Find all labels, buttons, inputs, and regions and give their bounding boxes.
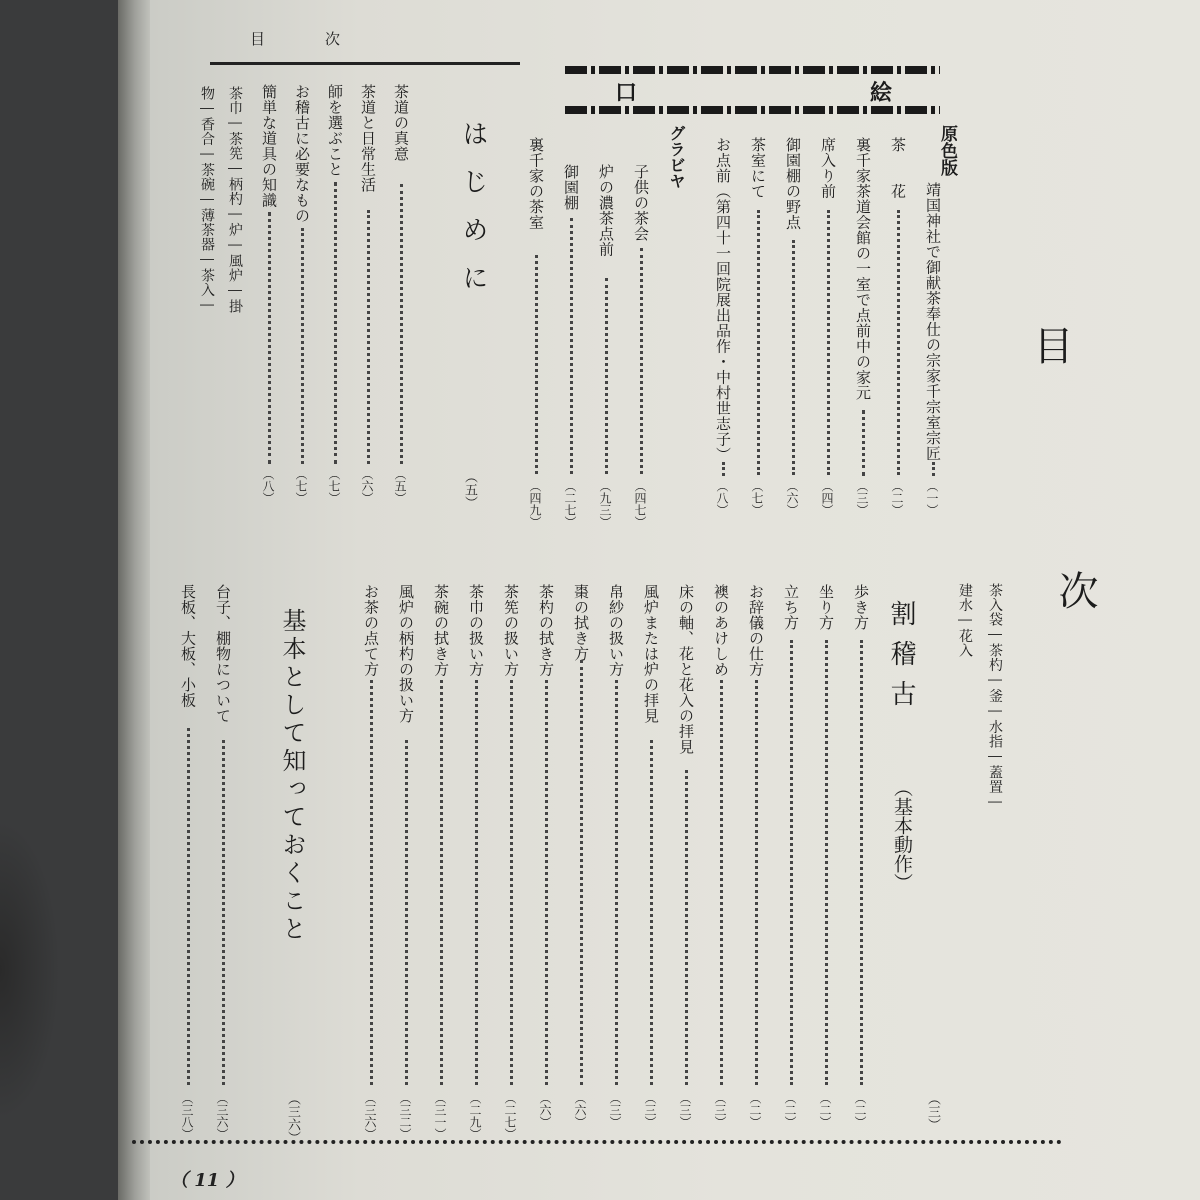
list-item[interactable]: お点前（第四十一回院展出品作・中村世志子）: [714, 137, 732, 463]
warigeiko-line-2: 建水―花入: [957, 583, 973, 658]
list-item[interactable]: 床の軸、花と花入の拝見: [677, 584, 695, 755]
page-ref: （六）: [573, 1092, 587, 1128]
list-item[interactable]: 茶道の真意: [392, 84, 410, 162]
page-ref: （三六）: [215, 1092, 229, 1140]
list-item[interactable]: 帛紗の扱い方: [607, 584, 625, 677]
list-item[interactable]: 簡単な道具の知識: [260, 84, 278, 208]
hajimeni-heading: はじめに: [458, 120, 488, 312]
kuchie-char-2: 絵: [870, 80, 893, 106]
page-ref: （三一）: [433, 1092, 447, 1140]
page-ref: （二）: [853, 1092, 867, 1128]
list-item[interactable]: 裏千家の茶室: [527, 137, 545, 230]
genshokuban-label: 原色版: [937, 125, 957, 176]
page-ref: （七）: [294, 468, 308, 504]
page-ref: （二）: [783, 1092, 797, 1128]
list-item[interactable]: 師を選ぶこと: [326, 84, 344, 177]
list-item[interactable]: 御園棚: [562, 164, 580, 211]
list-item[interactable]: 茶筅の扱い方: [502, 584, 520, 677]
warigeiko-line-1: 茶入袋―茶杓―釜―水指―蓋置―: [987, 583, 1003, 811]
kihon-heading: 基本として知っておくこと: [278, 608, 306, 944]
page-ref: （六）: [538, 1092, 552, 1128]
list-item[interactable]: 棗の拭き方: [572, 584, 590, 662]
list-item[interactable]: 茶道と日常生活: [359, 84, 377, 193]
warigeiko-subheading: （基本動作）: [891, 778, 913, 892]
list-item[interactable]: お稽古に必要なもの: [293, 84, 311, 224]
running-header-left: 目: [250, 30, 268, 48]
bottom-rule: [132, 1140, 1062, 1144]
page-ref: （三二）: [398, 1092, 412, 1140]
page-ref: （八）: [715, 480, 729, 516]
list-item[interactable]: お辞儀の仕方: [747, 584, 765, 677]
page-ref: （六）: [785, 480, 799, 516]
list-item[interactable]: 台子、棚物について: [214, 584, 232, 724]
page-ref: （七）: [750, 480, 764, 516]
page-ref: （二九）: [468, 1092, 482, 1140]
gravure-label: グラビヤ: [667, 125, 686, 189]
list-item[interactable]: 茶室にて: [749, 137, 767, 199]
page-ref: （二七）: [563, 480, 577, 528]
tools-line-2: 物―香合―茶碗―薄茶器―茶入―: [199, 86, 215, 314]
list-item[interactable]: 茶杓の拭き方: [537, 584, 555, 677]
warigeiko-heading: 割稽古: [886, 600, 916, 720]
running-header-right: 次: [325, 30, 343, 48]
hajimeni-page: （五）: [462, 470, 477, 509]
book-page-edge: [118, 0, 152, 1200]
list-item[interactable]: お茶の点て方: [362, 584, 380, 677]
page-ref: （四七）: [633, 480, 647, 528]
list-item[interactable]: 席入り前: [819, 137, 837, 199]
page-ref: （二）: [818, 1092, 832, 1128]
shadow: [0, 820, 60, 1120]
page-ref: （三六）: [363, 1092, 377, 1140]
list-item[interactable]: 茶碗の拭き方: [432, 584, 450, 677]
warigeiko-page: （三）: [925, 1092, 940, 1131]
kuchie-band-top: [565, 66, 940, 74]
page-number: （ 11 ）: [170, 1170, 244, 1191]
list-item[interactable]: 歩き方: [852, 584, 870, 631]
page-ref: （三）: [678, 1092, 692, 1128]
page-ref: （五）: [393, 468, 407, 504]
list-item[interactable]: 襖のあけしめ: [712, 584, 730, 677]
page-ref: （四）: [820, 480, 834, 516]
page-ref: （三八）: [180, 1092, 194, 1140]
page-ref: （三）: [608, 1092, 622, 1128]
tools-line-1: 茶巾―茶筅―柄杓―炉―風炉―掛: [227, 86, 243, 314]
page-ref: （四九）: [528, 480, 542, 528]
list-item[interactable]: 靖国神社で御献茶奉仕の宗家千宗室宗匠: [924, 182, 942, 461]
list-item[interactable]: 御園棚の野点: [784, 137, 802, 230]
toc-title-char-1: 目: [1027, 325, 1073, 365]
list-item[interactable]: 坐り方: [817, 584, 835, 631]
list-item[interactable]: 茶巾の扱い方: [467, 584, 485, 677]
page-ref: （三）: [855, 480, 869, 516]
toc-title-char-2: 次: [1052, 570, 1098, 610]
list-item[interactable]: 長板、大板、小板: [179, 584, 197, 708]
page-ref: （六）: [360, 468, 374, 504]
page-ref: （一）: [925, 480, 939, 516]
page-ref: （七）: [327, 468, 341, 504]
page-ref: （二七）: [503, 1092, 517, 1140]
page-ref: （二）: [890, 480, 904, 516]
kihon-page: （三六）: [285, 1092, 300, 1144]
list-item[interactable]: 炉の濃茶点前: [597, 164, 615, 257]
list-item[interactable]: 立ち方: [782, 584, 800, 631]
list-item[interactable]: 風炉または炉の拝見: [642, 584, 660, 724]
toc-page: [150, 0, 1200, 1200]
page-ref: （八）: [261, 468, 275, 504]
page-ref: （三）: [713, 1092, 727, 1128]
page-ref: （二）: [748, 1092, 762, 1128]
list-item[interactable]: 風炉の柄杓の扱い方: [397, 584, 415, 724]
page-ref: （九三）: [598, 480, 612, 528]
kuchie-char-1: 口: [615, 80, 638, 106]
list-item[interactable]: 茶 花: [889, 137, 907, 199]
list-item[interactable]: 子供の茶会: [632, 164, 650, 242]
header-rule: [210, 62, 520, 65]
page-ref: （三）: [643, 1092, 657, 1128]
list-item[interactable]: 裏千家茶道会館の一室で点前中の家元: [854, 137, 872, 401]
kuchie-band-bottom: [565, 106, 940, 114]
